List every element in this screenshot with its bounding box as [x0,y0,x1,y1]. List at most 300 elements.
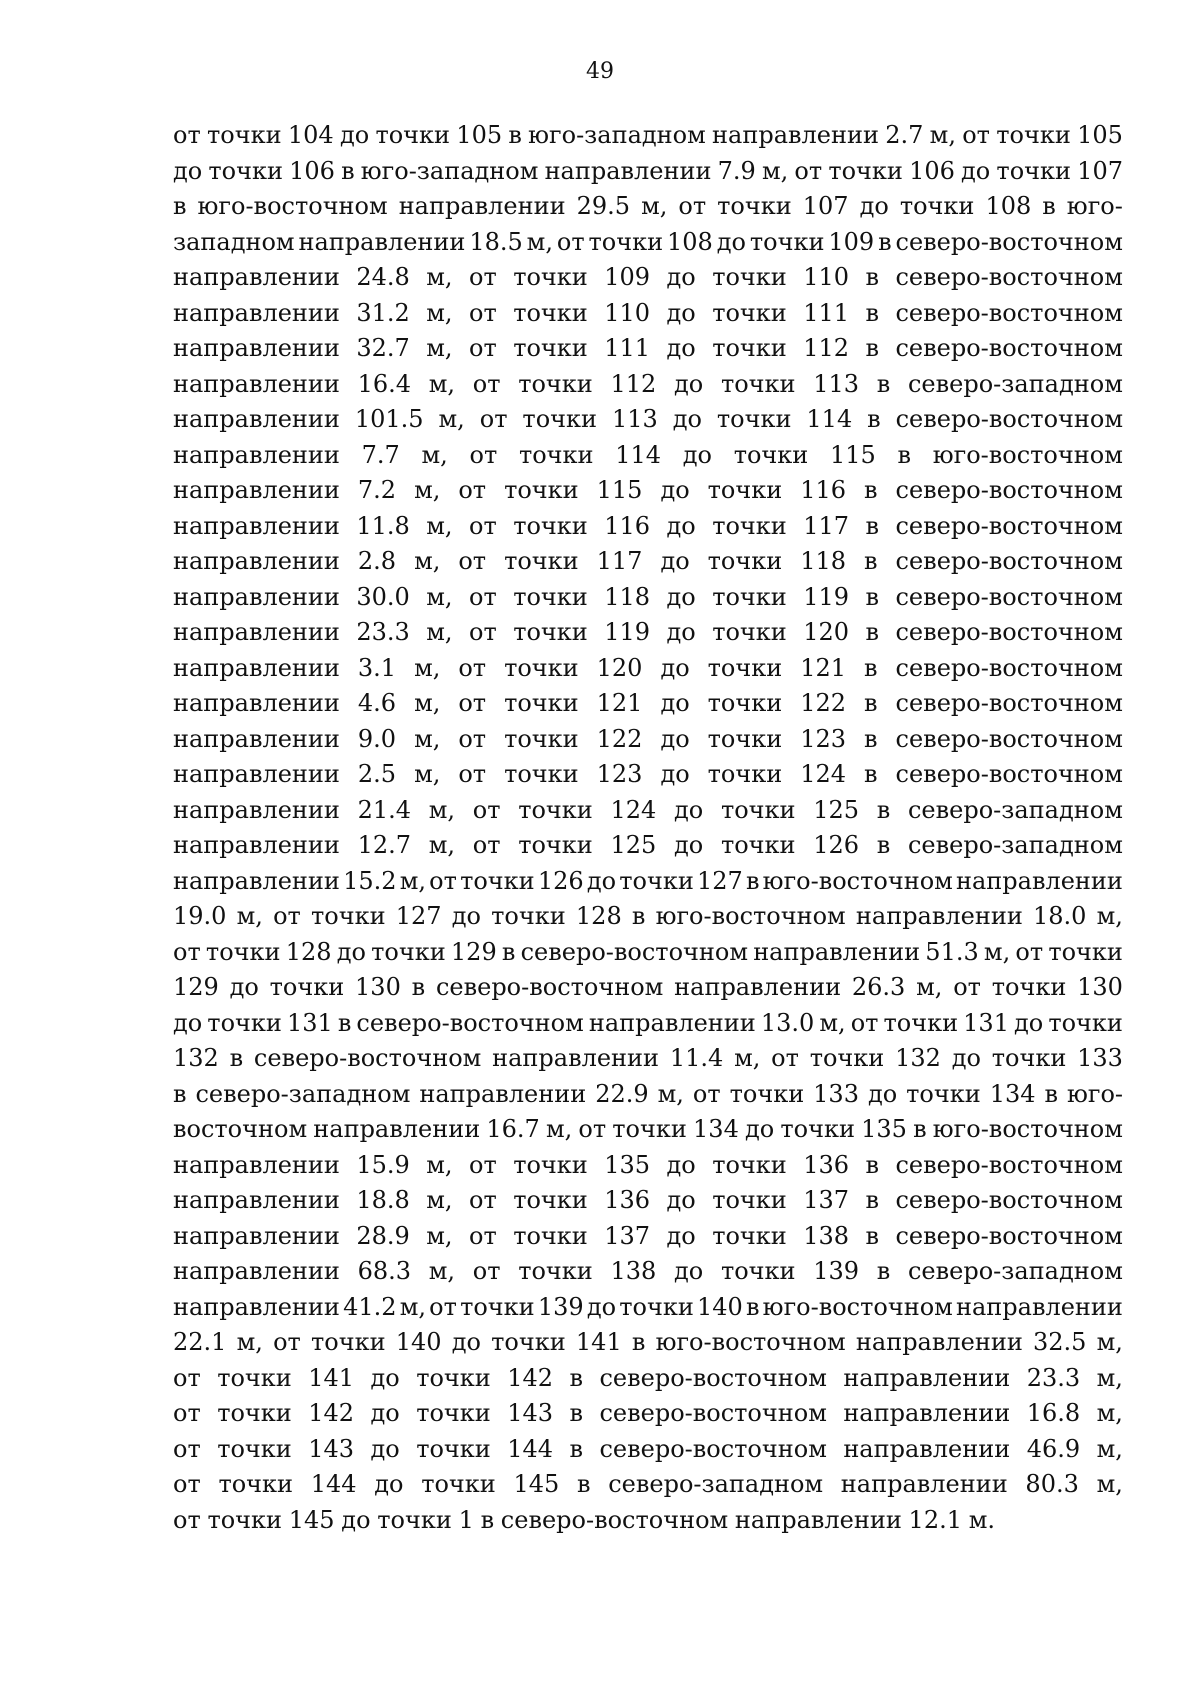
word: 7.7 [361,440,400,469]
word: от [458,689,487,717]
word: до [660,689,690,717]
word: 115 [596,476,643,504]
word: 134 [989,1079,1036,1108]
word: до [229,973,259,1001]
word: 11.4 [669,1044,724,1072]
word: 110 [803,263,850,291]
word: 111 [604,334,651,362]
word: точки [310,902,386,930]
word: северо-восточном [520,937,748,966]
word: 114 [615,440,662,469]
page-number: 49 [586,59,614,84]
word: точки [375,121,451,149]
word: северо-восточном [599,1363,827,1392]
text-line [173,438,1123,474]
word: точки [729,1079,805,1108]
word: северо-восточном [895,298,1123,327]
word: юго-восточном [762,1292,953,1321]
word: до [666,1186,696,1214]
word: до [674,369,704,398]
word: точки [712,334,787,362]
word: точки [991,1044,1067,1072]
word: направлении [544,156,712,185]
word: до [674,795,704,824]
word: северо-восточном [895,263,1123,291]
word: 107 [802,192,849,220]
word: в [864,760,878,788]
word: точки [612,1115,687,1143]
word: м, [399,1292,426,1321]
word: юго-восточном [932,440,1123,469]
word: 123 [596,760,643,788]
word: точки [712,263,787,291]
word: м, [929,121,956,149]
word: в [508,121,522,149]
word: 32.7 [356,334,410,362]
word: точки [883,1008,959,1037]
word: в [865,618,880,646]
text-line [173,1183,1123,1219]
word: м, [641,192,668,220]
text-line [173,296,1123,332]
word: 46.9 [1026,1434,1081,1463]
word: от [173,937,201,966]
word: 126 [537,866,584,895]
text-line [173,935,1123,971]
word: северо-западном [907,1257,1123,1285]
word: точки [269,973,345,1001]
word: точки [207,1008,282,1037]
word: направлении [173,831,340,859]
word: в [878,227,892,256]
word: 121 [596,689,643,717]
text-line [173,1290,1123,1326]
word: 145 [288,1505,335,1534]
word: в [865,1150,880,1179]
word: 18.0 [1032,902,1087,930]
word: точки [217,1434,292,1463]
word: 140 [395,1328,442,1356]
word: от [458,760,487,788]
word: от [578,1115,607,1143]
word: 24.8 [356,263,410,291]
word: точки [712,618,787,646]
word: точки [720,369,796,398]
word: до [666,263,696,291]
word: 22.9 [595,1079,649,1108]
word: северо-восточном [599,1399,827,1427]
word: 13.0 [760,1008,815,1037]
word: 4.6 [357,689,397,717]
word: северо-восточном [356,1008,584,1037]
word: до [451,902,481,930]
word: м, [545,1115,573,1143]
word: точки [218,1470,294,1498]
word: 80.3 [1025,1470,1079,1498]
word: северо-западном [907,831,1123,859]
word: точки [504,653,579,682]
word: 117 [803,511,850,540]
word: от [794,156,823,185]
word: 7.9 [717,156,756,185]
word: точки [518,831,593,859]
word: юго-западном [528,121,706,149]
text-line [173,118,1123,154]
word: точки [421,1470,496,1498]
word: в [569,1363,584,1392]
word: точки [491,902,566,930]
text-line [173,544,1123,580]
word: северо-восточном [895,227,1123,256]
text-line [173,402,1123,438]
word: от [469,582,497,611]
word: в [173,1079,187,1108]
word: направлении [173,405,340,433]
word: до [173,156,203,185]
word: от [953,973,981,1001]
word: до [660,724,690,753]
word: в [173,192,187,220]
word: до [341,1505,371,1534]
word: 21.4 [357,795,412,824]
word: направлении [173,582,340,611]
word: 2.7 [885,121,924,149]
word: точки [712,582,787,611]
word: в [411,973,426,1001]
word: м. [968,1505,995,1534]
word: западном [173,227,295,256]
word: точки [707,724,783,753]
word: точки [416,1363,491,1392]
word: направлении [173,440,340,469]
word: 128 [285,937,332,966]
word: точки [906,1079,981,1108]
word: до [859,192,889,220]
text-line [173,473,1123,509]
word: до [586,1292,617,1321]
word: точки [717,192,792,220]
word: 15.2 [343,866,397,895]
word: 16.7 [486,1115,540,1143]
text-line [173,1467,1123,1503]
word: в [865,298,880,327]
word: от [458,476,487,504]
word: в [876,795,891,824]
word: от [472,1257,501,1285]
text-line [173,722,1123,758]
word: до [666,582,696,611]
word: направлении [734,1505,902,1534]
word: до [370,1434,400,1463]
word: направлении [712,121,879,149]
word: направлении [173,760,340,788]
word: до [173,1008,203,1037]
word: от [173,1434,201,1463]
word: 109 [828,227,875,256]
word: направлении [298,227,466,256]
word: точки [712,511,787,540]
word: 19.0 [173,902,227,930]
word: 139 [813,1257,860,1285]
word: 31.2 [356,298,410,327]
word: до [666,618,696,646]
word: в [1044,1079,1058,1108]
word: в [865,511,880,540]
word: точки [513,511,588,540]
word: 119 [803,582,850,611]
word: направлении [173,1292,340,1321]
word: до [666,1150,696,1179]
word: 126 [813,831,860,859]
word: от [472,369,501,398]
word: в [865,334,880,362]
word: до [339,121,370,149]
word: 106 [289,156,335,185]
word: северо-восточном [895,724,1123,753]
word: направлении [173,511,340,540]
word: 28.9 [356,1221,410,1250]
word: северо-восточном [599,1434,827,1463]
word: 23.3 [356,618,410,646]
word: 3.1 [357,653,397,682]
word: в [569,1434,584,1463]
word: 136 [604,1186,651,1214]
word: 26.3 [851,973,906,1001]
word: м, [426,511,453,540]
word: 41.2 [343,1292,397,1321]
word: 106 [909,156,955,185]
word: м, [426,263,453,291]
word: до [672,405,702,433]
text-line [173,793,1123,829]
word: 11.8 [356,511,410,540]
word: 115 [829,440,876,469]
word: 120 [803,618,850,646]
word: направлении [492,1044,660,1072]
word: м, [414,689,441,717]
word: до [660,760,690,788]
word: до [666,1221,696,1250]
word: от [173,121,201,149]
word: юго-восточном [932,1115,1123,1143]
word: направлении [955,1292,1123,1321]
word: 131 [963,1008,1009,1037]
word: 22.1 [173,1328,227,1356]
text-line [173,1254,1123,1290]
word: 123 [800,724,847,753]
word: м, [414,724,441,753]
word: точки [712,1186,787,1214]
word: до [370,1363,400,1392]
body-paragraph [173,118,1123,1538]
word: 143 [308,1434,355,1463]
word: направлении [173,724,340,753]
word: от [678,192,707,220]
word: 23.3 [1026,1363,1081,1392]
word: точки [828,156,903,185]
word: 129 [173,973,219,1001]
word: направлении [955,866,1123,895]
word: 107 [1077,156,1123,185]
word: точки [733,440,809,469]
word: направлении [313,1115,481,1143]
word: точки [504,760,579,788]
word: северо-восточном [895,405,1123,433]
word: направлении [173,689,340,717]
word: 12.1 [908,1505,962,1534]
word: точки [996,121,1071,149]
word: точки [371,937,446,966]
word: точки [899,192,975,220]
word: точки [707,689,783,717]
word: в [745,866,760,895]
word: точки [619,866,694,895]
word: м, [428,795,456,824]
text-line [173,1077,1123,1113]
word: в [865,263,880,291]
word: 132 [895,1044,941,1072]
word: точки [504,689,579,717]
word: направлении [173,866,340,895]
word: юго-восточном [762,866,953,895]
word: северо-восточном [895,760,1123,788]
word: направлении [173,334,340,362]
word: 144 [507,1434,554,1463]
word: 127 [697,866,743,895]
word: точки [707,760,783,788]
word: направлении [173,547,340,575]
word: 51.3 [925,937,979,966]
text-line [173,189,1123,225]
word: точки [513,334,588,362]
word: м, [438,405,465,433]
word: от [469,334,497,362]
word: от [469,1186,497,1214]
text-line [173,260,1123,296]
word: в [1042,192,1056,220]
word: от [771,1044,799,1072]
word: точки [205,937,281,966]
word: 110 [604,298,651,327]
word: 129 [450,937,497,966]
word: 137 [803,1186,850,1214]
word: 121 [800,653,847,682]
word: северо-восточном [500,1505,729,1534]
word: северо-восточном [895,1150,1123,1179]
word: точки [513,263,588,291]
word: северо-восточном [435,973,664,1001]
word: 116 [604,511,651,540]
word: точки [518,795,593,824]
word: 143 [507,1399,554,1427]
word: северо-западном [907,369,1123,398]
word: северо-восточном [895,476,1123,504]
word: в [897,440,912,469]
word: в [501,937,516,966]
word: в [876,831,891,859]
word: от [173,1363,201,1392]
word: 16.4 [357,369,412,398]
word: от [850,1008,879,1037]
text-line [173,1325,1123,1361]
word: юго- [1066,1079,1123,1108]
word: от [173,1399,201,1427]
word: направлении [173,618,340,646]
word: м, [761,156,789,185]
text-line [173,615,1123,651]
word: направлении [173,263,340,291]
word: м, [236,1328,263,1356]
word: 7.2 [357,476,397,504]
word: точки [207,121,282,149]
word: в [480,1505,495,1534]
word: точки [522,405,598,433]
word: точки [809,1044,885,1072]
text-line [173,1006,1123,1042]
word: 15.9 [356,1150,410,1179]
word: в [577,1470,591,1498]
word: точки [513,618,588,646]
word: 114 [806,405,853,433]
word: до [682,440,712,469]
word: северо-восточном [895,1186,1123,1214]
word: в [631,902,646,930]
text-line [173,757,1123,793]
word: от [458,653,487,682]
word: в [569,1399,584,1427]
word: направлении [855,902,1023,930]
word: от [692,1079,721,1108]
word: точки [619,1292,694,1321]
text-line [173,509,1123,545]
word: м, [236,902,263,930]
word: 132 [173,1044,219,1072]
word: в [631,1328,646,1356]
word: м, [526,227,553,256]
word: направлении [173,1150,340,1179]
word: точки [996,156,1072,185]
word: 18.8 [356,1186,410,1214]
word: точки [416,1434,491,1463]
word: северо-восточном [895,582,1123,611]
word: 124 [800,760,847,788]
word: точки [707,476,783,504]
word: точки [504,547,579,575]
word: в [867,405,881,433]
word: 138 [610,1257,657,1285]
word: северо-западном [195,1079,411,1108]
text-line [173,225,1123,261]
word: 18.5 [469,227,523,256]
word: юго-восточном [655,1328,846,1356]
word: точки [460,1292,535,1321]
word: в [864,547,878,575]
word: от [273,902,301,930]
text-line [173,1219,1123,1255]
word: от [469,440,498,469]
word: 105 [1077,121,1123,149]
word: 118 [604,582,651,611]
word: точки [518,369,593,398]
word: до [374,1470,404,1498]
word: до [951,1044,981,1072]
word: северо-восточном [895,547,1123,575]
word: до [660,547,690,575]
word: м, [426,298,453,327]
word: в [229,1044,244,1072]
text-line [173,1148,1123,1184]
word: точки [720,795,796,824]
